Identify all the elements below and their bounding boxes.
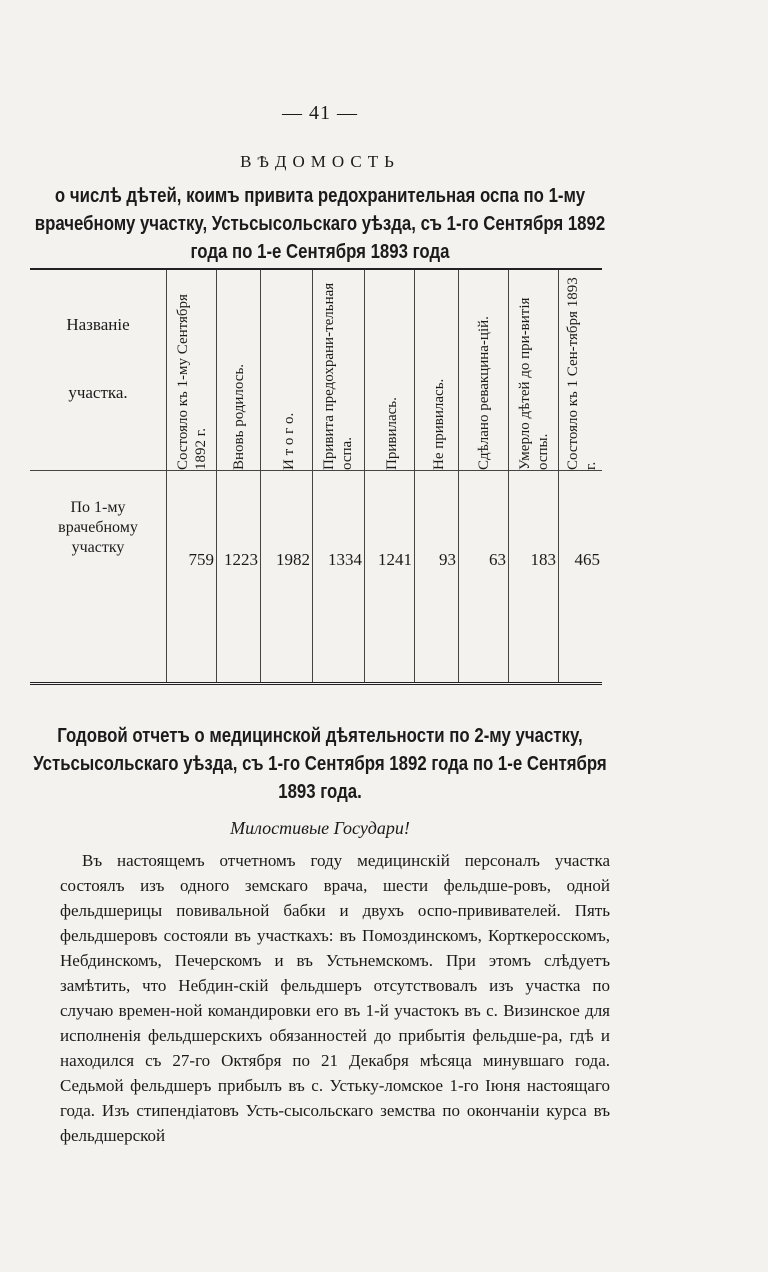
cell-1: 759 — [188, 550, 214, 569]
header-col-3: И т о г о. — [281, 412, 297, 470]
header-col-7: Сдѣлано ревакцина-цій. — [476, 316, 492, 470]
name-header-line-1: Названіе — [66, 315, 130, 334]
header-col-6: Не привилась. — [431, 378, 447, 470]
header-col-4: Привита предохрани-тельная оспа. — [321, 282, 355, 470]
cell-5: 1241 — [378, 550, 412, 569]
col-divider — [508, 270, 509, 682]
col-divider — [414, 270, 415, 682]
row-label — [30, 498, 166, 558]
cell-2: 1223 — [224, 550, 258, 569]
col-divider — [558, 270, 559, 682]
header-col-2: Вновь родилось. — [231, 363, 247, 470]
header-col-5: Привилась. — [384, 397, 400, 470]
vaccination-table — [30, 268, 602, 685]
cell-8: 183 — [530, 550, 556, 569]
salutation: Милостивые Государи! — [230, 818, 410, 838]
col-divider — [260, 270, 261, 682]
col-divider — [216, 270, 217, 682]
header-col-8: Умерло дѣтей до при-витія оспы. — [517, 297, 551, 470]
col-divider — [312, 270, 313, 682]
row-label-line-2: врачебному — [58, 519, 138, 536]
col-divider — [364, 270, 365, 682]
header-col-9: Состояло къ 1 Сен-тября 1893 г. — [565, 277, 599, 470]
row-label-line-1: По 1-му — [70, 499, 126, 516]
header-divider — [30, 470, 602, 471]
row-label-line-3: участку — [71, 539, 125, 556]
cell-9: 465 — [574, 550, 600, 569]
section-heading: Годовой отчетъ о медицинской дѣятельности по 2-му участку, Устьсысольскаго уѣзда, съ 1-го Сентября 1892 года по 1-е Сентября 1893 года. — [33, 725, 607, 803]
name-column-header — [30, 310, 166, 408]
body-paragraph: Въ настоящемъ отчетномъ году медицинскій персоналъ участка состоялъ изъ одного земскаго врача, шести фельдше-ровъ, одной фельдшерицы повивальной бабки и двухъ оспо-прививателей. Пять фельдшеровъ состояли въ участкахъ: въ Помоздинскомъ, Корткеросскомъ, Небдинскомъ, Печерскомъ и въ Устьнемскомъ. При этомъ слѣдуетъ замѣтить, что Небдин-скій фельдшеръ отсутствовалъ изъ участка по случаю времен-ной командировки его въ 1-й участокъ въ с. Визинское для исполненія фельдшерскихъ обязанностей до прибытія фельдше-ра, гдѣ и находился съ 27-го Октября по 21 Декабря мѣсяца минувшаго года. Седьмой фельдшеръ прибылъ въ с. Устьку-ломское 1-го Іюня настоящаго года. Изъ стипендіатовъ Усть-сысольскаго земства по окончаніи курса въ фельдшерской — [60, 851, 610, 1145]
body-text — [60, 848, 610, 1148]
page-number: — 41 — — [282, 102, 358, 124]
name-header-line-2: участка. — [68, 383, 128, 402]
col-divider — [458, 270, 459, 682]
col-divider — [166, 270, 167, 682]
document-title: ВѢДОМОСТЬ — [240, 152, 400, 171]
cell-6: 93 — [439, 550, 456, 569]
cell-3: 1982 — [276, 550, 310, 569]
cell-4: 1334 — [328, 550, 362, 569]
header-col-1: Состояло къ 1-му Сентября 1892 г. — [175, 294, 209, 470]
cell-7: 63 — [489, 550, 506, 569]
document-subtitle: о числѣ дѣтей, коимъ привита редохранительная оспа по 1-му врачебному участку, Устьсысольскаго уѣзда, съ 1-го Сентября 1892 года по 1-е Сентября 1893 года — [34, 185, 606, 263]
